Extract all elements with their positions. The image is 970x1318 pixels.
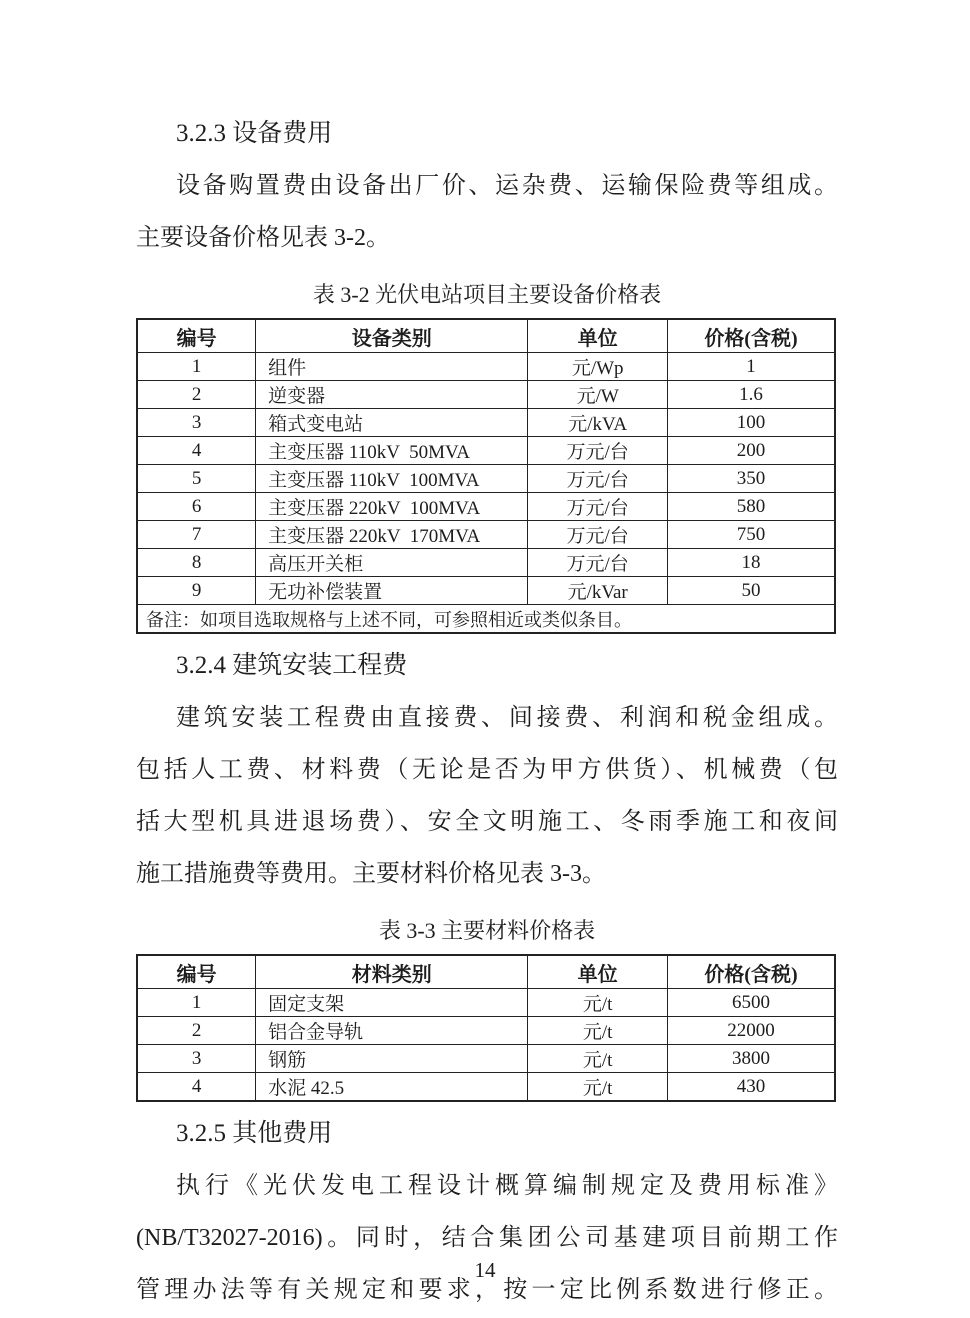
cell-price: 580: [667, 493, 835, 521]
cell-unit: 元/t: [528, 1017, 668, 1045]
paragraph-line: (NB/T32027-2016)。同时，结合集团公司基建项目前期工作: [136, 1225, 838, 1251]
paragraph-3-2-5: [136, 1160, 838, 1316]
section-heading-3-2-4: 3.2.4 建筑安装工程费: [176, 652, 408, 679]
cell-price: 1.6: [667, 381, 835, 409]
header-cell-unit: 单位: [528, 319, 668, 353]
material-price-table: [136, 954, 836, 1102]
paragraph-line: 管理办法等有关规定和要求，按一定比例系数进行修正。: [136, 1277, 838, 1303]
cell-category: 铝合金导轨: [256, 1017, 528, 1045]
table-row: [137, 409, 835, 437]
table-3-2-caption: 表 3-2 光伏电站项目主要设备价格表: [312, 282, 662, 307]
cell-unit: 万元/台: [528, 493, 668, 521]
table-row: [137, 989, 835, 1017]
cell-category: 箱式变电站: [256, 409, 528, 437]
table-row: [137, 549, 835, 577]
cell-price: 1: [667, 353, 835, 381]
cell-price: 50: [667, 577, 835, 605]
paragraph-line: 主要设备价格见表 3-2。: [136, 225, 390, 251]
table-row: [137, 437, 835, 465]
header-cell-category: 设备类别: [256, 319, 528, 353]
cell-price: 18: [667, 549, 835, 577]
cell-number: 4: [137, 1073, 256, 1102]
table-header-row: [137, 319, 835, 353]
cell-price: 6500: [667, 989, 835, 1017]
table-row: [137, 1073, 835, 1102]
cell-unit: 元/t: [528, 1045, 668, 1073]
cell-unit: 元/t: [528, 1073, 668, 1102]
cell-category: 高压开关柜: [256, 549, 528, 577]
cell-category: 固定支架: [256, 989, 528, 1017]
table-row: [137, 521, 835, 549]
cell-number: 6: [137, 493, 256, 521]
paragraph-line: 包括人工费、材料费（无论是否为甲方供货）、机械费（包: [136, 757, 838, 783]
paragraph-line: 施工措施费等费用。主要材料价格见表 3-3。: [136, 861, 606, 887]
cell-unit: 万元/台: [528, 437, 668, 465]
paragraph-3-2-3: [136, 160, 838, 264]
cell-category: 主变压器 110kV 100MVA: [256, 465, 528, 493]
cell-number: 3: [137, 1045, 256, 1073]
table-note: 备注：如项目选取规格与上述不同，可参照相近或类似条目。: [137, 605, 835, 634]
section-heading-3-2-3: 3.2.3 设备费用: [176, 120, 333, 147]
cell-unit: 万元/台: [528, 465, 668, 493]
cell-category: 水泥 42.5: [256, 1073, 528, 1102]
cell-number: 8: [137, 549, 256, 577]
table-row: [137, 577, 835, 605]
cell-price: 350: [667, 465, 835, 493]
cell-number: 9: [137, 577, 256, 605]
cell-number: 7: [137, 521, 256, 549]
section-heading-3-2-5: 3.2.5 其他费用: [176, 1120, 333, 1147]
header-cell-number: 编号: [137, 319, 256, 353]
cell-category: 主变压器 220kV 170MVA: [256, 521, 528, 549]
page-content: [136, 108, 838, 1316]
table-3-3-caption: 表 3-3 主要材料价格表: [378, 918, 596, 943]
table-row: [137, 465, 835, 493]
table-row: [137, 381, 835, 409]
paragraph-line: 执行《光伏发电工程设计概算编制规定及费用标准》: [176, 1173, 838, 1199]
cell-price: 750: [667, 521, 835, 549]
table-header-row: [137, 955, 835, 989]
cell-category: 主变压器 220kV 100MVA: [256, 493, 528, 521]
header-cell-price: 价格(含税): [667, 955, 835, 989]
cell-category: 无功补偿装置: [256, 577, 528, 605]
cell-category: 组件: [256, 353, 528, 381]
equipment-price-table: [136, 318, 836, 634]
cell-number: 5: [137, 465, 256, 493]
cell-number: 1: [137, 989, 256, 1017]
table-row: [137, 1045, 835, 1073]
cell-category: 主变压器 110kV 50MVA: [256, 437, 528, 465]
header-cell-number: 编号: [137, 955, 256, 989]
cell-price: 3800: [667, 1045, 835, 1073]
table-row: [137, 1017, 835, 1045]
cell-unit: 万元/台: [528, 549, 668, 577]
paragraph-line: 设备购置费由设备出厂价、运杂费、运输保险费等组成。: [176, 173, 838, 199]
cell-price: 200: [667, 437, 835, 465]
cell-unit: 万元/台: [528, 521, 668, 549]
header-cell-category: 材料类别: [256, 955, 528, 989]
paragraph-3-2-4: [136, 692, 838, 900]
page-number: 14: [474, 1258, 496, 1282]
header-cell-price: 价格(含税): [667, 319, 835, 353]
header-cell-unit: 单位: [528, 955, 668, 989]
cell-number: 2: [137, 381, 256, 409]
cell-category: 钢筋: [256, 1045, 528, 1073]
cell-unit: 元/W: [528, 381, 668, 409]
cell-number: 1: [137, 353, 256, 381]
cell-unit: 元/Wp: [528, 353, 668, 381]
paragraph-line: 建筑安装工程费由直接费、间接费、利润和税金组成。: [176, 705, 838, 731]
paragraph-line: 括大型机具进退场费）、安全文明施工、冬雨季施工和夜间: [136, 809, 838, 835]
cell-unit: 元/t: [528, 989, 668, 1017]
cell-unit: 元/kVar: [528, 577, 668, 605]
cell-number: 4: [137, 437, 256, 465]
cell-price: 22000: [667, 1017, 835, 1045]
cell-unit: 元/kVA: [528, 409, 668, 437]
cell-price: 100: [667, 409, 835, 437]
table-row: [137, 353, 835, 381]
cell-number: 2: [137, 1017, 256, 1045]
cell-number: 3: [137, 409, 256, 437]
table-row: [137, 493, 835, 521]
cell-category: 逆变器: [256, 381, 528, 409]
cell-price: 430: [667, 1073, 835, 1102]
table-note-row: [137, 605, 835, 634]
